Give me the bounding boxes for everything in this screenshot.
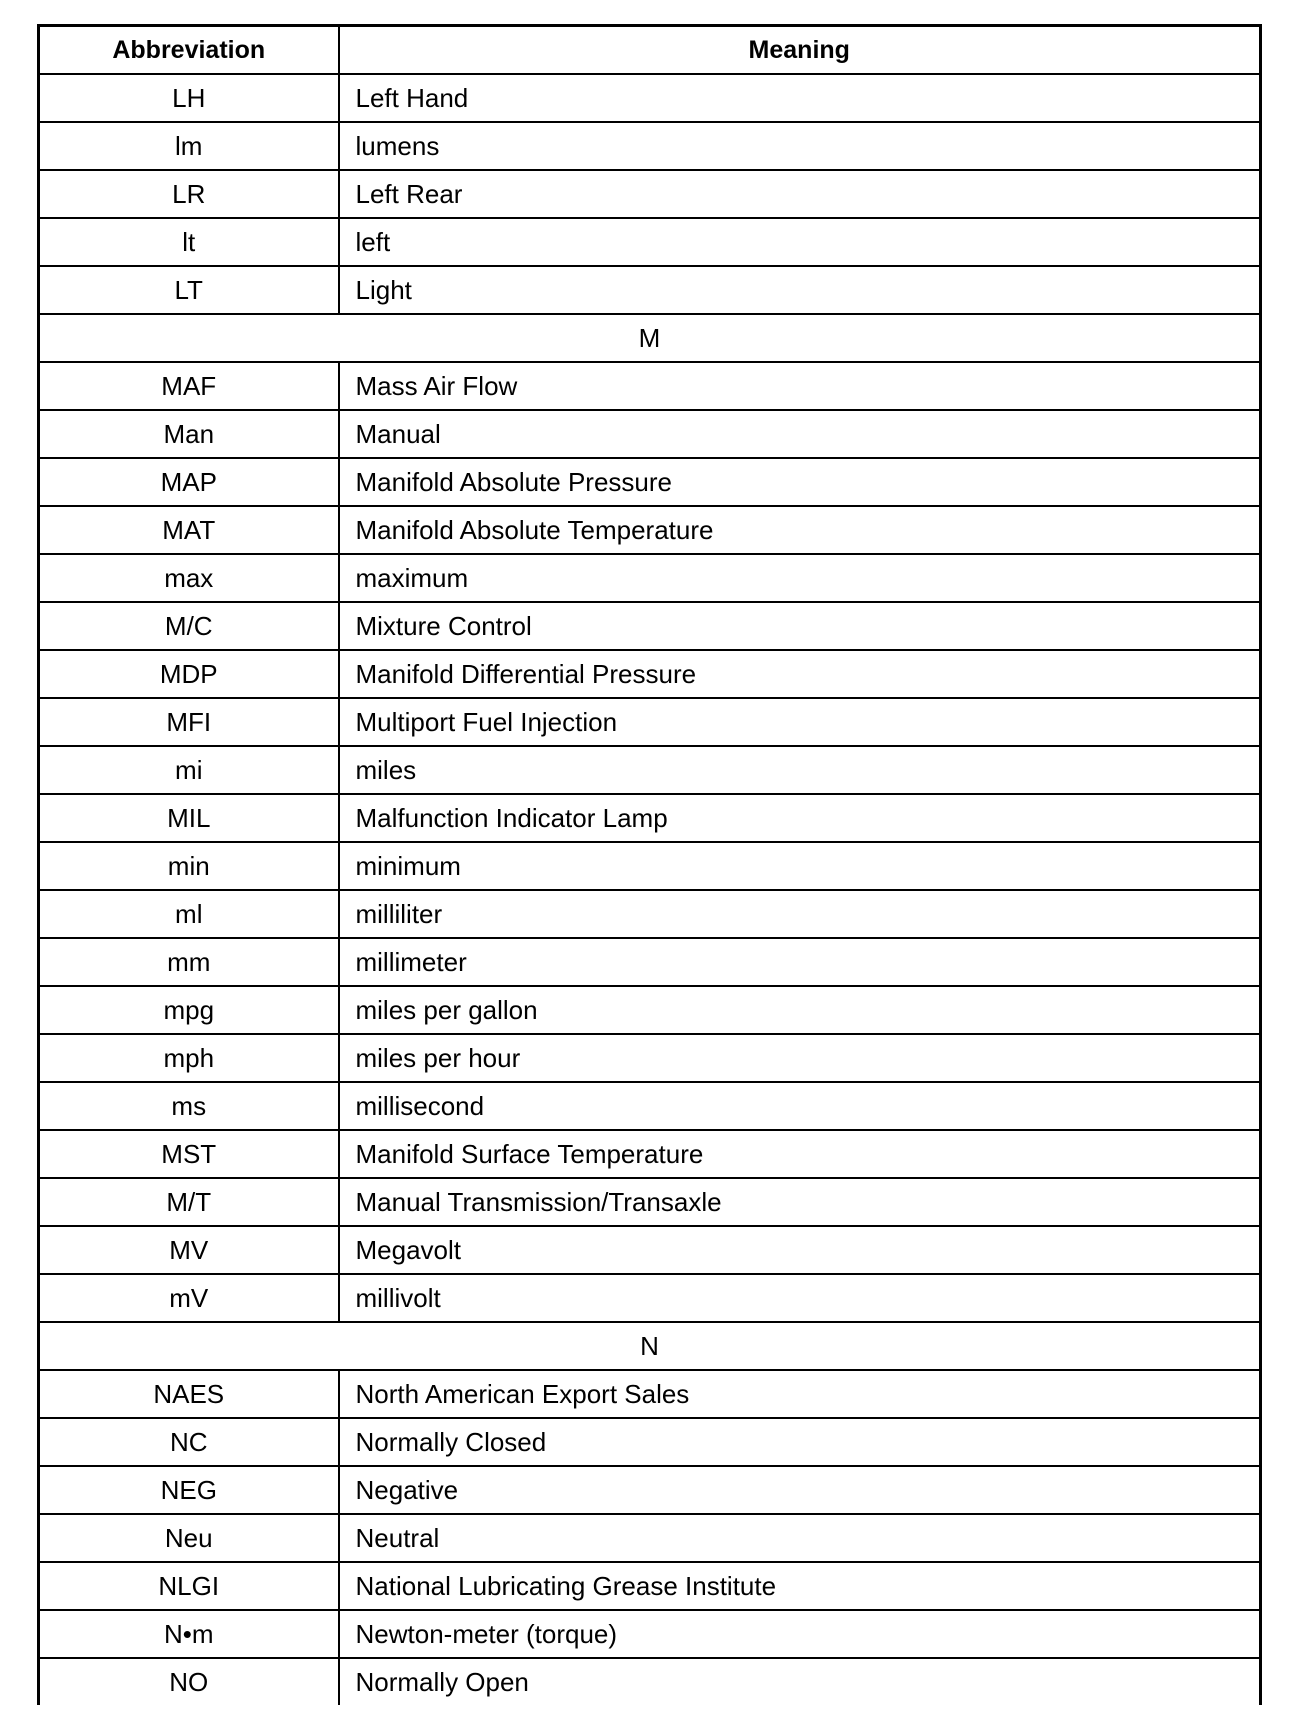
table-body [39, 74, 1261, 1705]
abbreviation-cell: MFI [39, 698, 339, 746]
table-row [39, 890, 1261, 938]
abbreviation-cell: MAT [39, 506, 339, 554]
meaning-cell: Newton-meter (torque) [339, 1610, 1261, 1658]
meaning-cell: Multiport Fuel Injection [339, 698, 1261, 746]
meaning-cell: milliliter [339, 890, 1261, 938]
table-row [39, 554, 1261, 602]
abbreviation-cell: MV [39, 1226, 339, 1274]
meaning-cell: Manifold Surface Temperature [339, 1130, 1261, 1178]
table-row [39, 1274, 1261, 1322]
table-row [39, 266, 1261, 314]
abbreviation-cell: NC [39, 1418, 339, 1466]
table-header [39, 26, 1261, 75]
abbreviation-cell: lm [39, 122, 339, 170]
meaning-cell: miles per gallon [339, 986, 1261, 1034]
table-row [39, 74, 1261, 122]
meaning-cell: millimeter [339, 938, 1261, 986]
meaning-cell: Neutral [339, 1514, 1261, 1562]
table-row [39, 794, 1261, 842]
abbreviation-cell: LT [39, 266, 339, 314]
table-row [39, 1130, 1261, 1178]
meaning-cell: maximum [339, 554, 1261, 602]
abbreviation-cell: MST [39, 1130, 339, 1178]
table-row [39, 1418, 1261, 1466]
abbreviation-cell: MDP [39, 650, 339, 698]
table-row [39, 1034, 1261, 1082]
meaning-cell: miles per hour [339, 1034, 1261, 1082]
abbreviation-cell: NEG [39, 1466, 339, 1514]
abbreviation-cell: MAP [39, 458, 339, 506]
table-row [39, 1466, 1261, 1514]
column-header-meaning: Meaning [339, 26, 1261, 75]
table-row [39, 362, 1261, 410]
meaning-cell: Left Hand [339, 74, 1261, 122]
section-row [39, 314, 1261, 362]
column-header-abbreviation: Abbreviation [39, 26, 339, 75]
header-row [39, 26, 1261, 75]
table-row [39, 746, 1261, 794]
meaning-cell: Megavolt [339, 1226, 1261, 1274]
abbreviation-cell: mi [39, 746, 339, 794]
table-row [39, 410, 1261, 458]
meaning-cell: Mixture Control [339, 602, 1261, 650]
table-row [39, 698, 1261, 746]
meaning-cell: Manifold Absolute Temperature [339, 506, 1261, 554]
meaning-cell: miles [339, 746, 1261, 794]
table-row [39, 1514, 1261, 1562]
abbreviation-cell: Neu [39, 1514, 339, 1562]
abbreviation-cell: MAF [39, 362, 339, 410]
meaning-cell: North American Export Sales [339, 1370, 1261, 1418]
abbreviation-cell: MIL [39, 794, 339, 842]
meaning-cell: lumens [339, 122, 1261, 170]
meaning-cell: minimum [339, 842, 1261, 890]
table-row [39, 602, 1261, 650]
abbreviation-cell: max [39, 554, 339, 602]
abbreviation-cell: lt [39, 218, 339, 266]
abbreviation-cell: NAES [39, 1370, 339, 1418]
abbreviation-cell: mpg [39, 986, 339, 1034]
meaning-cell: millivolt [339, 1274, 1261, 1322]
table-row [39, 842, 1261, 890]
meaning-cell: Left Rear [339, 170, 1261, 218]
meaning-cell: Manual [339, 410, 1261, 458]
abbreviation-cell: ms [39, 1082, 339, 1130]
table-row [39, 938, 1261, 986]
abbreviation-cell: mV [39, 1274, 339, 1322]
abbreviation-table [37, 24, 1262, 1705]
meaning-cell: Negative [339, 1466, 1261, 1514]
abbreviation-cell: NO [39, 1658, 339, 1705]
meaning-cell: Malfunction Indicator Lamp [339, 794, 1261, 842]
table-row [39, 218, 1261, 266]
table-row [39, 1658, 1261, 1705]
meaning-cell: Normally Closed [339, 1418, 1261, 1466]
table-row [39, 650, 1261, 698]
section-row [39, 1322, 1261, 1370]
table-row [39, 1610, 1261, 1658]
abbreviation-cell: NLGI [39, 1562, 339, 1610]
abbreviation-cell: mm [39, 938, 339, 986]
meaning-cell: Mass Air Flow [339, 362, 1261, 410]
abbreviation-cell: M/C [39, 602, 339, 650]
abbreviation-cell: Man [39, 410, 339, 458]
meaning-cell: National Lubricating Grease Institute [339, 1562, 1261, 1610]
table-row [39, 1562, 1261, 1610]
table-row [39, 506, 1261, 554]
meaning-cell: Manifold Differential Pressure [339, 650, 1261, 698]
meaning-cell: left [339, 218, 1261, 266]
table-row [39, 986, 1261, 1034]
table-row [39, 122, 1261, 170]
table-row [39, 1178, 1261, 1226]
section-letter: N [39, 1322, 1261, 1370]
meaning-cell: millisecond [339, 1082, 1261, 1130]
meaning-cell: Light [339, 266, 1261, 314]
meaning-cell: Manifold Absolute Pressure [339, 458, 1261, 506]
meaning-cell: Manual Transmission/Transaxle [339, 1178, 1261, 1226]
abbreviation-cell: LR [39, 170, 339, 218]
table-row [39, 1082, 1261, 1130]
abbreviation-cell: M/T [39, 1178, 339, 1226]
table-row [39, 458, 1261, 506]
meaning-cell: Normally Open [339, 1658, 1261, 1705]
abbreviation-cell: mph [39, 1034, 339, 1082]
abbreviation-cell: min [39, 842, 339, 890]
abbreviation-cell: N•m [39, 1610, 339, 1658]
table-row [39, 1370, 1261, 1418]
abbreviation-cell: ml [39, 890, 339, 938]
abbreviation-cell: LH [39, 74, 339, 122]
table-row [39, 170, 1261, 218]
table-row [39, 1226, 1261, 1274]
section-letter: M [39, 314, 1261, 362]
